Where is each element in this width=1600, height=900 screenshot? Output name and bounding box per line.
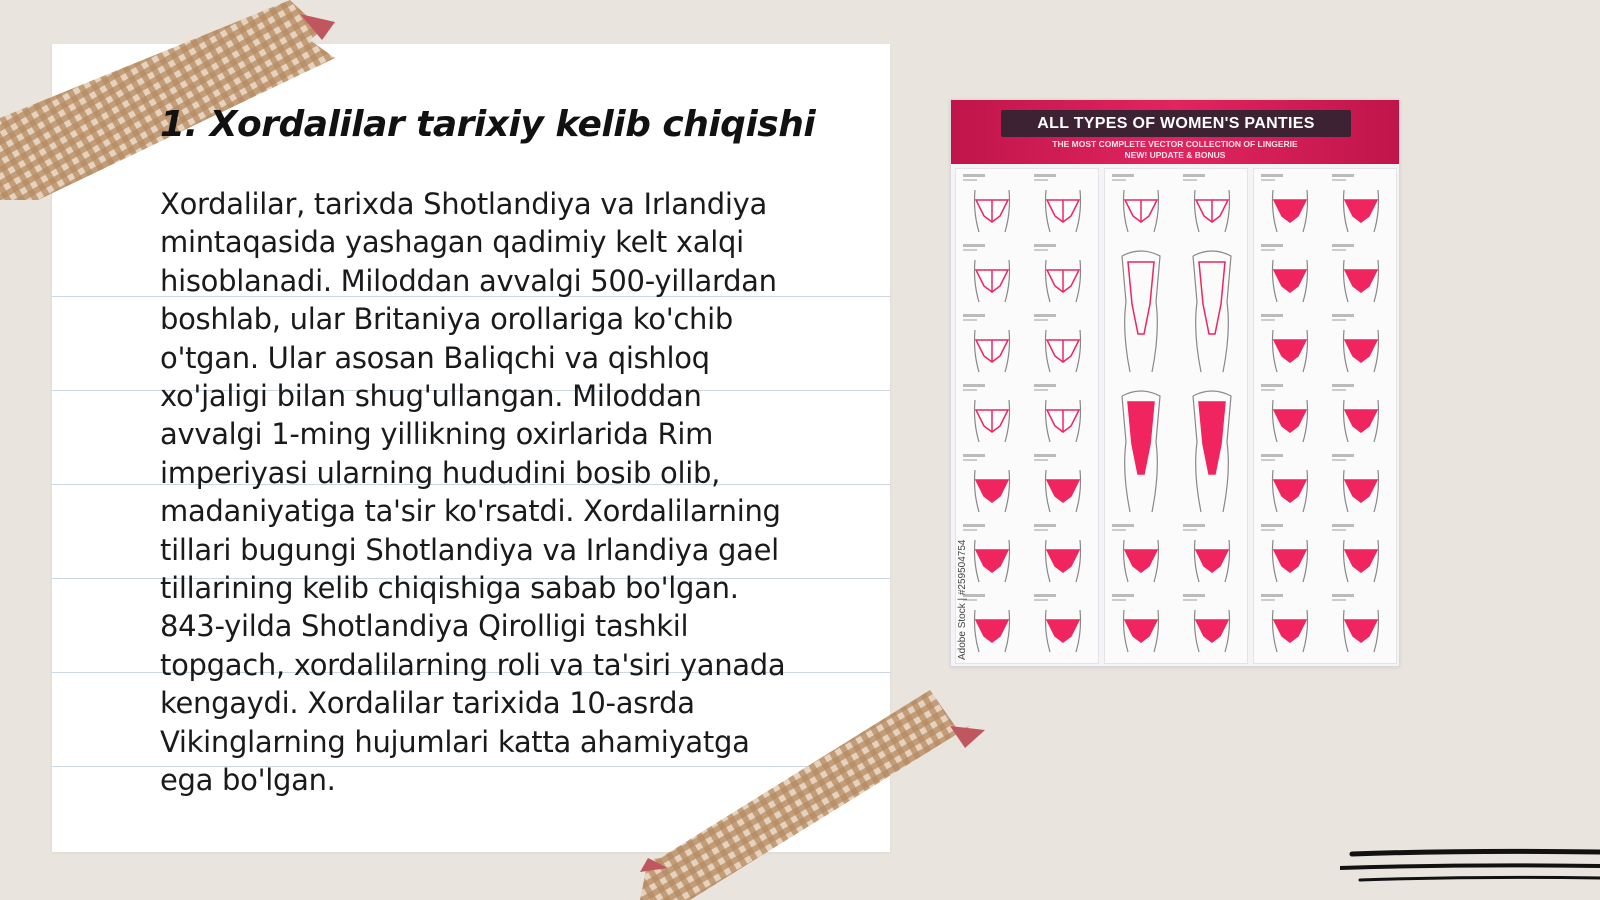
slide-title: 1. Xordalilar tarixiy kelib chiqishi [160,104,816,145]
paragraph-line: avvalgi 1-ming yillikning oxirlarida Rim [160,417,714,452]
tape-bottom-center [640,690,1000,900]
garment-illustration [1108,172,1174,236]
paragraph-line: topgach, xordalilarning roli va ta'siri yanada [160,647,786,682]
garment-illustration [1257,382,1323,446]
garment-illustration [1179,172,1245,236]
bodysuit-outline-illustration [1108,242,1174,376]
bodysuit-filled-illustration [1179,382,1245,516]
paragraph-line: 843-yilda Shotlandiya Qirolligi tashkil [160,609,689,644]
paragraph-line: Xordalilar, tarixda Shotlandiya va Irlandiya [160,187,767,221]
paragraph-line: tillarining kelib chiqishiga sabab bo'lgan. [160,571,739,606]
garment-illustration [1257,592,1323,656]
garment-illustration [1030,452,1096,516]
paragraph-line: tillari bugungi Shotlandiya va Irlandiya gael [160,532,779,567]
poster-header [951,100,1399,164]
garment-illustration [1257,312,1323,376]
bodysuit-filled-illustration [1108,382,1174,516]
garment-illustration [1108,522,1174,586]
garment-illustration [1328,382,1394,446]
paragraph-line: mintaqasida yashagan qadimiy kelt xalqi [160,225,744,260]
garment-illustration [1257,452,1323,516]
garment-illustration [1030,242,1096,306]
garment-illustration [1257,172,1323,236]
paragraph-line: o'tgan. Ular asosan Baliqchi va qishloq [160,340,710,375]
garment-illustration [1030,382,1096,446]
garment-illustration [959,172,1025,236]
garment-illustration [959,312,1025,376]
garment-illustration [1030,172,1096,236]
paragraph-line: kengaydi. Xordalilar tarixida 10-asrda [160,686,695,721]
garment-illustration [1030,522,1096,586]
paragraph-line: imperiyasi ularning hududini bosib olib, [160,455,721,490]
garment-illustration [959,452,1025,516]
paragraph-line: madaniyatiga ta'sir ko'rsatdi. Xordalilarning [160,494,781,529]
paragraph-line: hisoblanadi. Miloddan avvalgi 500-yillardan [160,263,777,298]
poster-grid [955,168,1397,664]
garment-illustration [1328,172,1394,236]
poster-watermark: Adobe Stock | #259504754 [957,539,968,660]
garment-illustration [959,382,1025,446]
garment-illustration [1179,522,1245,586]
garment-illustration [1328,522,1394,586]
garment-illustration [1108,592,1174,656]
paragraph-line: xo'jaligi bilan shug'ullangan. Miloddan [160,379,702,414]
garment-illustration [1179,592,1245,656]
garment-illustration [959,242,1025,306]
garment-illustration [1328,312,1394,376]
poster-title: ALL TYPES OF WOMEN'S PANTIES [1001,110,1351,137]
garment-illustration [1257,522,1323,586]
lingerie-poster-image [950,99,1400,667]
garment-illustration [1257,242,1323,306]
garment-illustration [959,522,1025,586]
paragraph-line: Vikinglarning hujumlari katta ahamiyatga [160,724,750,759]
garment-illustration [1328,452,1394,516]
poster-subtitle: THE MOST COMPLETE VECTOR COLLECTION OF LINGERIE [1052,139,1298,149]
decorative-lines [1340,846,1600,900]
garment-illustration [959,592,1025,656]
garment-illustration [1328,242,1394,306]
paragraph-line: boshlab, ular Britaniya orollariga ko'chib [160,302,733,337]
bodysuit-outline-illustration [1179,242,1245,376]
garment-illustration [1030,312,1096,376]
garment-illustration [1030,592,1096,656]
poster-subtitle-bonus: NEW! UPDATE & BONUS [1124,150,1226,160]
paragraph-line: ega bo'lgan. [160,763,336,798]
garment-illustration [1328,592,1394,656]
